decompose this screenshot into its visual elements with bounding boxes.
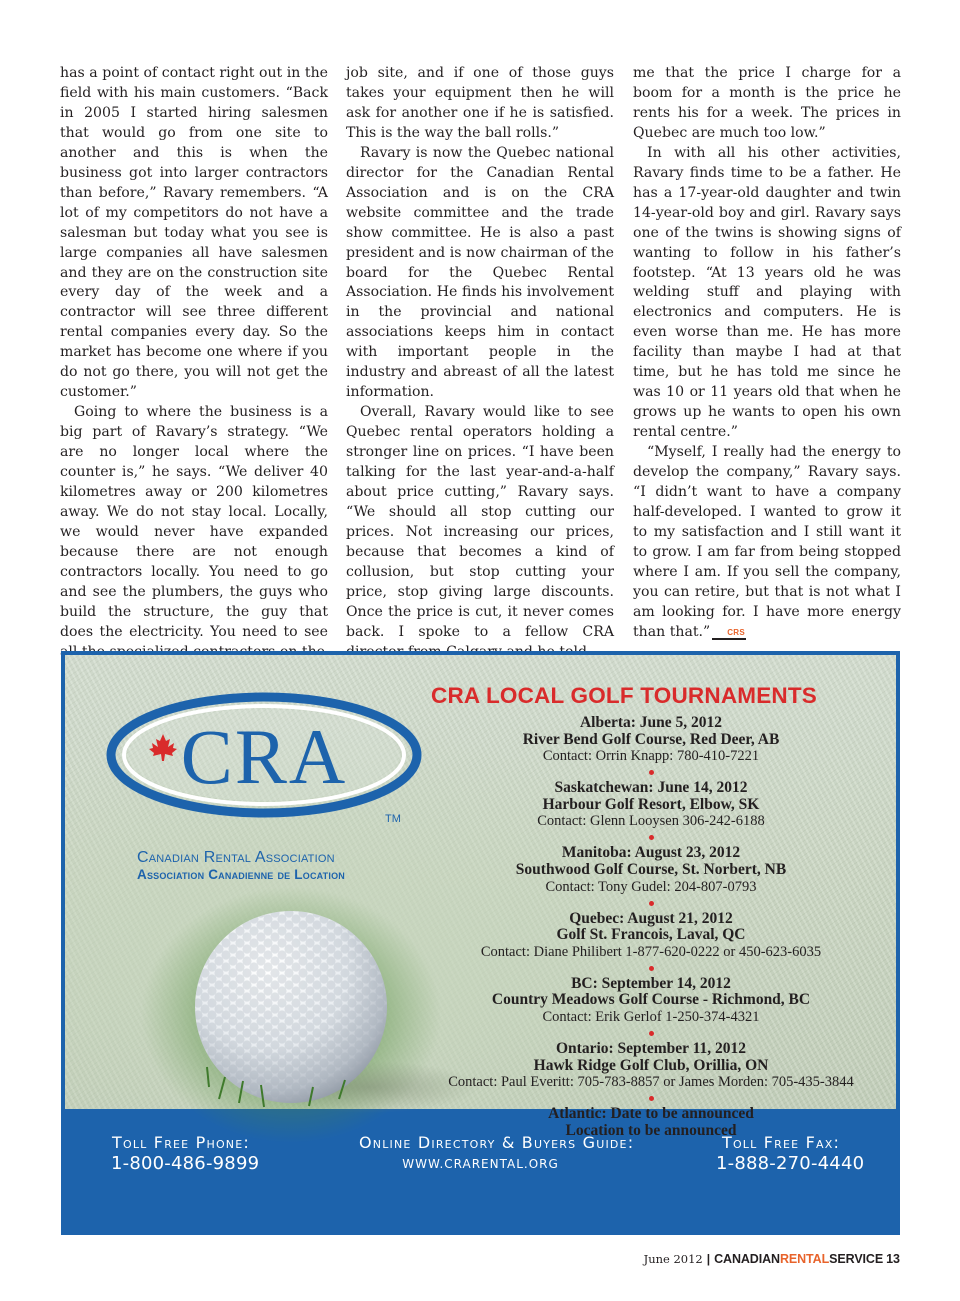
online-directory <box>359 1133 635 1175</box>
article-column-2 <box>346 64 614 663</box>
tournament-province-date: Manitoba: August 23, 2012 <box>561 844 741 862</box>
article-paragraph-text: “Myself, I really had the energy to develop the company,” Ravary says. “I didn’t want to have a company half-developed. I wanted to grow it to my satisfaction and I still want it to grow. I am far from being stopped where I am. If you sell the company, you can retire, but that is not what I am looking for. I have more energy than that.” <box>633 444 901 640</box>
tournament-contact: Contact: Erik Gerlof 1-250-374-4321 <box>542 1008 760 1025</box>
tournament-province-date: Atlantic: Date to be announced <box>548 1105 754 1123</box>
article-column-1 <box>60 64 328 663</box>
fax-label: Toll Free Fax: <box>721 1133 841 1152</box>
tournament-course: Hawk Ridge Golf Club, Orillia, ON <box>533 1056 769 1074</box>
magazine-name-part3: SERVICE <box>829 1252 884 1266</box>
article-paragraph: Ravary is now the Quebec national director for the Canadian Rental Association and is on the CRA website committee and the trade show committee. He is also a past president and is now chairman of the board for the Quebec Rental Association. He finds his involvement in the provincial and national associations keeps him in contact with important people in the industry and abreast of all the latest information. <box>346 144 614 401</box>
article-paragraph: Going to where the business is a big part of Ravary’s strategy. “We are no longer local where the counter is,” he says. “We deliver 40 kilometres away or 200 kilometres away. We do not stay local. Locally, we would never have expanded because there are not enough contractors locally. You need to go and see the plumbers, the guys who build the structure, the guy that does the electricity. You need to see <box>60 404 328 640</box>
tournament-course: Southwood Golf Course, St. Norbert, NB <box>515 860 787 878</box>
tournament-contact: Contact: Paul Everitt: 705-783-8857 or James Morden: 705-435-3844 <box>448 1074 854 1091</box>
phone-label: Toll Free Phone: <box>112 1133 250 1152</box>
article-paragraph <box>633 443 901 643</box>
tournament-province-date: Alberta: June 5, 2012 <box>579 714 723 731</box>
ad-contact-footer <box>61 1109 900 1235</box>
tournament-item <box>401 976 901 1026</box>
tournament-item <box>401 911 901 961</box>
tournament-contact: Contact: Orrin Knapp: 780-410-7221 <box>542 748 760 765</box>
magazine-name-part1: CANADIAN <box>714 1252 780 1266</box>
tournament-course: Location to be announced <box>565 1121 737 1139</box>
tournament-province-date: BC: September 14, 2012 <box>571 974 731 992</box>
tournament-province-date: Ontario: September 11, 2012 <box>555 1039 746 1057</box>
tournaments-title: CRA LOCAL GOLF TOURNAMENTS <box>431 683 818 708</box>
ad-grass-panel <box>65 655 896 1139</box>
separator-dot-icon <box>401 961 901 976</box>
article-paragraph: job site, and if one of those guys takes your equipment then he will ask for another one if he is satisfied. This is the way the ball rolls.” <box>346 65 614 141</box>
tournament-course: Harbour Golf Resort, Elbow, SK <box>542 795 760 813</box>
tournament-item <box>401 780 901 830</box>
trademark-label: TM <box>385 813 401 825</box>
separator-dot-icon <box>401 896 901 911</box>
directory-url: WWW.CRARENTAL.ORG <box>402 1157 559 1171</box>
separator-dot-icon <box>401 1026 901 1041</box>
folio-separator: | <box>706 1252 711 1266</box>
tournament-item <box>401 845 901 895</box>
crs-end-mark-icon: CRS <box>712 628 746 640</box>
association-name-english: Canadian Rental Association <box>137 849 335 866</box>
article-paragraph: Overall, Ravary would like to see Quebec rental operators holding a stronger line on prices. “I have been talking for the last year-and-a-half about price cutting,” Ravary says. “We should all stop cutting our prices. Not increasing our prices, because that becomes a kind of collusion, but stop cutting your price, stop giving large discounts. Once the price is cut, it never comes back. I spoke to a fellow CRA <box>346 404 614 640</box>
tournament-province-date: Saskatchewan: June 14, 2012 <box>554 779 748 797</box>
page-number: 13 <box>886 1252 900 1266</box>
tournament-course: River Bend Golf Course, Red Deer, AB <box>522 730 780 748</box>
tournament-item <box>401 1041 901 1091</box>
tournament-province-date: Quebec: August 21, 2012 <box>569 909 733 927</box>
tournament-course: Golf St. Francois, Laval, QC <box>556 926 746 944</box>
separator-dot-icon <box>401 765 901 780</box>
toll-free-phone <box>111 1133 260 1175</box>
fax-number: 1-888-270-4440 <box>716 1153 865 1174</box>
article-paragraph: me that the price I charge for a boom for a month is the price he rents his for a week. The prices in Quebec are much too low.” <box>633 65 901 141</box>
tournament-course: Country Meadows Golf Course - Richmond, BC <box>491 991 811 1009</box>
article-paragraph: In with all his other activities, Ravary finds time to be a father. He has a 17-year-old daughter and twin 14-year-old boy and girl. Ravary says one of the twins is showing signs of wanting to follow in his father’s footstep. “At 13 years old he was welding stuff and playing with electronics and computers. He is even worse than me. He has more facility than maybe I had at that time, but he has told me since he was 10 or 11 years old that when he grows up he wants to open his own rental centre.” <box>633 144 901 441</box>
tournament-item <box>401 715 901 765</box>
cra-logo-icon <box>105 691 423 819</box>
toll-free-fax <box>716 1133 865 1175</box>
article-paragraph: has a point of contact right out in the field with his main customers. “Back in 2005 I started hiring salesmen that would go from one site to another and this is when the business got into larger contractors than before,” Ravary remembers. “A lot of my competitors do not have a salesman but today what you see is large companies all have salesmen and they are on the construction site every day of the week and a contractor will see three different rental companies every day. So the market has become one where if you do not go there, you will not get the customer.” <box>60 65 328 401</box>
issue-date: June 2012 <box>643 1252 703 1266</box>
tournament-contact: Contact: Diane Philibert 1-877-620-0222 or 450-623-6035 <box>480 943 822 960</box>
directory-label: Online Directory & Buyers Guide: <box>359 1133 635 1152</box>
tournament-list <box>401 715 901 1139</box>
tournament-contact: Contact: Tony Gudel: 204-807-0793 <box>545 878 757 895</box>
separator-dot-icon <box>401 830 901 845</box>
tournament-contact: Contact: Glenn Looysen 306-242-6188 <box>537 813 765 830</box>
cra-logo-letters: CRA <box>180 713 348 800</box>
phone-number: 1-800-486-9899 <box>111 1153 260 1174</box>
magazine-name-part2: RENTAL <box>779 1252 830 1266</box>
article-column-3 <box>633 64 901 643</box>
cra-golf-advertisement <box>61 651 900 1235</box>
magazine-name <box>714 1252 883 1266</box>
association-name-french: Association Canadienne de Location <box>137 867 345 882</box>
page-folio <box>600 1251 900 1267</box>
separator-dot-icon <box>401 1091 901 1106</box>
